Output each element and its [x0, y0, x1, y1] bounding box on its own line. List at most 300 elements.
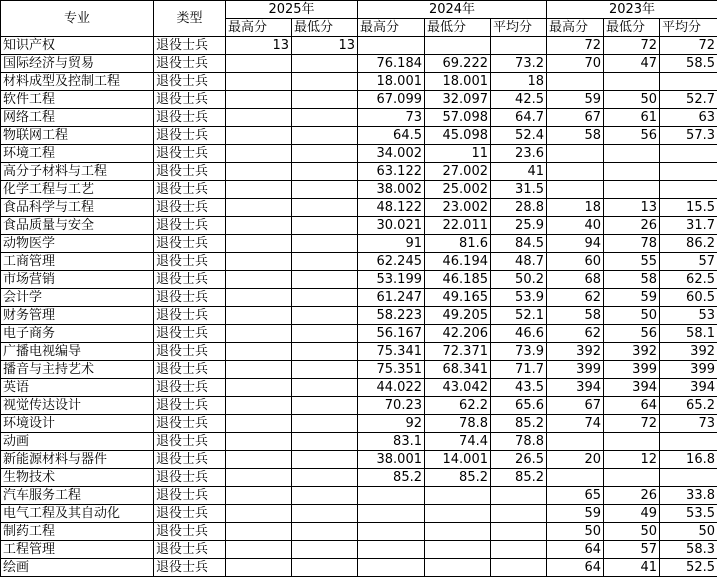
2023-max-cell: 20 [547, 451, 604, 469]
2024-min-cell: 46.194 [425, 253, 491, 271]
2023-avg-cell: 394 [660, 379, 717, 397]
2023-min-cell: 41 [604, 559, 660, 577]
2024-max-cell [358, 541, 425, 559]
2023-avg-cell: 16.8 [660, 451, 717, 469]
table-row [1, 379, 717, 397]
2024-min-cell: 43.042 [425, 379, 491, 397]
type-cell: 退役士兵 [154, 73, 226, 91]
table-row [1, 127, 717, 145]
type-cell: 退役士兵 [154, 541, 226, 559]
2024-max-cell [358, 559, 425, 577]
major-cell: 电子商务 [1, 325, 154, 343]
2024-min-cell: 32.097 [425, 91, 491, 109]
2025-min-cell [292, 163, 358, 181]
2024-min-cell: 23.002 [425, 199, 491, 217]
2024-max-cell: 83.1 [358, 433, 425, 451]
2025-max-cell [226, 289, 292, 307]
2025-max-cell [226, 163, 292, 181]
2023-max-cell: 62 [547, 325, 604, 343]
2025-min-cell [292, 469, 358, 487]
table-row [1, 361, 717, 379]
2023-max-cell: 74 [547, 415, 604, 433]
2025-min-cell [292, 397, 358, 415]
2025-max-cell [226, 181, 292, 199]
2024-avg-cell: 73.9 [491, 343, 547, 361]
2024-min-cell: 85.2 [425, 469, 491, 487]
2024-avg-cell: 84.5 [491, 235, 547, 253]
table-row [1, 235, 717, 253]
2025-min-cell [292, 415, 358, 433]
2023-max-cell: 59 [547, 91, 604, 109]
2023-min-cell: 392 [604, 343, 660, 361]
table-row [1, 145, 717, 163]
type-cell: 退役士兵 [154, 127, 226, 145]
2023-avg-cell: 33.8 [660, 487, 717, 505]
table-row [1, 415, 717, 433]
2023-avg-cell: 58.3 [660, 541, 717, 559]
2023-avg-cell: 73 [660, 415, 717, 433]
2025-min-cell [292, 433, 358, 451]
2024-min-cell: 25.002 [425, 181, 491, 199]
2024-max-cell [358, 523, 425, 541]
2024-avg-cell: 52.1 [491, 307, 547, 325]
2024-avg-cell: 23.6 [491, 145, 547, 163]
major-cell: 食品科学与工程 [1, 199, 154, 217]
type-cell: 退役士兵 [154, 145, 226, 163]
header-year-2025: 2025年 [226, 1, 358, 19]
2023-min-cell: 72 [604, 415, 660, 433]
2023-max-cell: 68 [547, 271, 604, 289]
2023-max-cell: 18 [547, 199, 604, 217]
table-row [1, 451, 717, 469]
2023-avg-cell: 58.1 [660, 325, 717, 343]
2025-min-cell [292, 559, 358, 577]
major-cell: 制药工程 [1, 523, 154, 541]
2024-avg-cell: 50.2 [491, 271, 547, 289]
2024-max-cell: 85.2 [358, 469, 425, 487]
2024-min-cell: 78.8 [425, 415, 491, 433]
2025-min-cell [292, 505, 358, 523]
2024-avg-cell: 85.2 [491, 415, 547, 433]
2023-min-cell: 59 [604, 289, 660, 307]
2025-max-cell [226, 343, 292, 361]
2024-min-cell: 49.165 [425, 289, 491, 307]
2025-max-cell [226, 397, 292, 415]
table-row [1, 55, 717, 73]
2023-min-cell [604, 73, 660, 91]
header-2024-min: 最低分 [425, 19, 491, 37]
2024-max-cell: 58.223 [358, 307, 425, 325]
2025-min-cell [292, 91, 358, 109]
table-row [1, 217, 717, 235]
table-row [1, 325, 717, 343]
type-cell: 退役士兵 [154, 325, 226, 343]
2025-min-cell [292, 523, 358, 541]
type-cell: 退役士兵 [154, 235, 226, 253]
major-cell: 视觉传达设计 [1, 397, 154, 415]
2024-min-cell [425, 559, 491, 577]
2024-max-cell: 53.199 [358, 271, 425, 289]
2023-min-cell: 47 [604, 55, 660, 73]
type-cell: 退役士兵 [154, 361, 226, 379]
2025-max-cell [226, 361, 292, 379]
2024-avg-cell [491, 37, 547, 55]
2024-max-cell: 61.247 [358, 289, 425, 307]
table-row [1, 37, 717, 55]
2023-min-cell [604, 469, 660, 487]
header-2024-avg: 平均分 [491, 19, 547, 37]
2024-min-cell [425, 37, 491, 55]
2024-avg-cell: 26.5 [491, 451, 547, 469]
major-cell: 食品质量与安全 [1, 217, 154, 235]
table-row [1, 289, 717, 307]
2024-avg-cell: 64.7 [491, 109, 547, 127]
2025-max-cell [226, 451, 292, 469]
2025-min-cell [292, 109, 358, 127]
2024-min-cell: 74.4 [425, 433, 491, 451]
2023-avg-cell: 50 [660, 523, 717, 541]
2023-max-cell: 64 [547, 559, 604, 577]
2023-avg-cell: 86.2 [660, 235, 717, 253]
2025-min-cell [292, 127, 358, 145]
2025-max-cell [226, 253, 292, 271]
2023-max-cell: 58 [547, 307, 604, 325]
2024-max-cell: 62.245 [358, 253, 425, 271]
major-cell: 电气工程及其自动化 [1, 505, 154, 523]
major-cell: 财务管理 [1, 307, 154, 325]
2024-max-cell: 38.001 [358, 451, 425, 469]
major-cell: 高分子材料与工程 [1, 163, 154, 181]
2025-min-cell [292, 487, 358, 505]
header-year-2024: 2024年 [358, 1, 547, 19]
2025-max-cell [226, 469, 292, 487]
2023-avg-cell: 58.5 [660, 55, 717, 73]
major-cell: 软件工程 [1, 91, 154, 109]
table-row [1, 199, 717, 217]
table-row [1, 91, 717, 109]
2024-min-cell: 45.098 [425, 127, 491, 145]
table-row [1, 559, 717, 577]
2024-avg-cell: 73.2 [491, 55, 547, 73]
2025-max-cell [226, 91, 292, 109]
2023-min-cell: 58 [604, 271, 660, 289]
2025-max-cell [226, 505, 292, 523]
type-cell: 退役士兵 [154, 559, 226, 577]
2024-max-cell: 44.022 [358, 379, 425, 397]
2024-min-cell: 18.001 [425, 73, 491, 91]
2024-avg-cell [491, 523, 547, 541]
2023-min-cell: 56 [604, 127, 660, 145]
2024-avg-cell: 52.4 [491, 127, 547, 145]
type-cell: 退役士兵 [154, 289, 226, 307]
2023-max-cell [547, 433, 604, 451]
table-row [1, 433, 717, 451]
2025-min-cell [292, 253, 358, 271]
table-row [1, 271, 717, 289]
2025-min-cell [292, 343, 358, 361]
table-row [1, 523, 717, 541]
header-2023-max: 最高分 [547, 19, 604, 37]
table-row [1, 343, 717, 361]
2024-avg-cell: 85.2 [491, 469, 547, 487]
header-2024-max: 最高分 [358, 19, 425, 37]
header-2025-min: 最低分 [292, 19, 358, 37]
2023-max-cell [547, 163, 604, 181]
2024-max-cell: 38.002 [358, 181, 425, 199]
2023-avg-cell: 57 [660, 253, 717, 271]
2023-min-cell: 26 [604, 217, 660, 235]
2023-min-cell: 50 [604, 91, 660, 109]
2025-max-cell [226, 127, 292, 145]
major-cell: 播音与主持艺术 [1, 361, 154, 379]
table-row [1, 181, 717, 199]
2024-max-cell: 67.099 [358, 91, 425, 109]
type-cell: 退役士兵 [154, 163, 226, 181]
2023-avg-cell [660, 145, 717, 163]
2024-max-cell: 18.001 [358, 73, 425, 91]
2023-min-cell: 61 [604, 109, 660, 127]
2023-avg-cell: 60.5 [660, 289, 717, 307]
header-year-2023: 2023年 [547, 1, 717, 19]
major-cell: 新能源材料与器件 [1, 451, 154, 469]
2025-max-cell [226, 523, 292, 541]
type-cell: 退役士兵 [154, 307, 226, 325]
2023-min-cell: 12 [604, 451, 660, 469]
major-cell: 动物医学 [1, 235, 154, 253]
2024-avg-cell: 42.5 [491, 91, 547, 109]
2023-avg-cell: 72 [660, 37, 717, 55]
2023-min-cell: 26 [604, 487, 660, 505]
2023-min-cell: 56 [604, 325, 660, 343]
type-cell: 退役士兵 [154, 505, 226, 523]
table-row [1, 307, 717, 325]
major-cell: 网络工程 [1, 109, 154, 127]
2024-min-cell: 49.205 [425, 307, 491, 325]
type-cell: 退役士兵 [154, 487, 226, 505]
2024-min-cell: 42.206 [425, 325, 491, 343]
2025-max-cell [226, 235, 292, 253]
table-row [1, 469, 717, 487]
2024-min-cell [425, 487, 491, 505]
2023-avg-cell: 399 [660, 361, 717, 379]
type-cell: 退役士兵 [154, 199, 226, 217]
major-cell: 市场营销 [1, 271, 154, 289]
major-cell: 汽车服务工程 [1, 487, 154, 505]
2023-avg-cell: 57.3 [660, 127, 717, 145]
table-row [1, 397, 717, 415]
2023-max-cell: 399 [547, 361, 604, 379]
2024-max-cell: 91 [358, 235, 425, 253]
2023-max-cell: 67 [547, 397, 604, 415]
2025-max-cell [226, 55, 292, 73]
2024-avg-cell: 28.8 [491, 199, 547, 217]
2025-min-cell [292, 55, 358, 73]
type-cell: 退役士兵 [154, 55, 226, 73]
2024-min-cell [425, 505, 491, 523]
2024-min-cell: 57.098 [425, 109, 491, 127]
2025-max-cell [226, 325, 292, 343]
header-2023-min: 最低分 [604, 19, 660, 37]
2023-min-cell: 50 [604, 523, 660, 541]
2023-avg-cell [660, 433, 717, 451]
2023-max-cell: 70 [547, 55, 604, 73]
2025-min-cell [292, 379, 358, 397]
2025-max-cell [226, 541, 292, 559]
major-cell: 英语 [1, 379, 154, 397]
2025-max-cell [226, 307, 292, 325]
2024-avg-cell: 71.7 [491, 361, 547, 379]
2023-max-cell: 65 [547, 487, 604, 505]
2023-max-cell [547, 145, 604, 163]
table-row [1, 253, 717, 271]
2024-avg-cell: 53.9 [491, 289, 547, 307]
2024-avg-cell [491, 505, 547, 523]
2024-max-cell: 73 [358, 109, 425, 127]
2023-avg-cell: 52.7 [660, 91, 717, 109]
2025-min-cell [292, 325, 358, 343]
2024-avg-cell [491, 559, 547, 577]
2023-avg-cell [660, 73, 717, 91]
2023-min-cell: 13 [604, 199, 660, 217]
2023-max-cell [547, 181, 604, 199]
2023-avg-cell [660, 469, 717, 487]
2023-min-cell [604, 433, 660, 451]
2024-max-cell: 63.122 [358, 163, 425, 181]
2024-max-cell: 76.184 [358, 55, 425, 73]
table-row [1, 541, 717, 559]
2025-min-cell [292, 181, 358, 199]
2023-max-cell: 60 [547, 253, 604, 271]
2025-max-cell [226, 433, 292, 451]
2025-min-cell [292, 217, 358, 235]
2023-avg-cell: 392 [660, 343, 717, 361]
2025-min-cell [292, 271, 358, 289]
2024-avg-cell: 78.8 [491, 433, 547, 451]
major-cell: 工程管理 [1, 541, 154, 559]
table-row [1, 163, 717, 181]
major-cell: 绘画 [1, 559, 154, 577]
2024-min-cell: 27.002 [425, 163, 491, 181]
type-cell: 退役士兵 [154, 217, 226, 235]
2025-min-cell: 13 [292, 37, 358, 55]
2023-max-cell: 62 [547, 289, 604, 307]
2023-min-cell [604, 181, 660, 199]
2024-avg-cell: 65.6 [491, 397, 547, 415]
2023-min-cell: 57 [604, 541, 660, 559]
2023-avg-cell [660, 181, 717, 199]
2025-max-cell [226, 217, 292, 235]
header-2023-avg: 平均分 [660, 19, 717, 37]
2023-max-cell: 394 [547, 379, 604, 397]
major-cell: 环境设计 [1, 415, 154, 433]
2024-max-cell: 48.122 [358, 199, 425, 217]
header-2025-max: 最高分 [226, 19, 292, 37]
type-cell: 退役士兵 [154, 415, 226, 433]
2024-avg-cell: 41 [491, 163, 547, 181]
2023-avg-cell: 52.5 [660, 559, 717, 577]
2024-max-cell: 75.351 [358, 361, 425, 379]
type-cell: 退役士兵 [154, 253, 226, 271]
major-cell: 知识产权 [1, 37, 154, 55]
2025-min-cell [292, 145, 358, 163]
2023-max-cell: 94 [547, 235, 604, 253]
2025-max-cell [226, 415, 292, 433]
2023-min-cell: 394 [604, 379, 660, 397]
2024-avg-cell: 43.5 [491, 379, 547, 397]
type-cell: 退役士兵 [154, 181, 226, 199]
2025-max-cell [226, 109, 292, 127]
2025-min-cell [292, 451, 358, 469]
2024-min-cell: 14.001 [425, 451, 491, 469]
major-cell: 国际经济与贸易 [1, 55, 154, 73]
2025-max-cell [226, 487, 292, 505]
2025-max-cell [226, 73, 292, 91]
2023-min-cell: 49 [604, 505, 660, 523]
2025-max-cell [226, 379, 292, 397]
2025-max-cell: 13 [226, 37, 292, 55]
major-cell: 工商管理 [1, 253, 154, 271]
2025-min-cell [292, 541, 358, 559]
2024-max-cell [358, 487, 425, 505]
2023-max-cell: 392 [547, 343, 604, 361]
2023-max-cell: 58 [547, 127, 604, 145]
2023-max-cell [547, 73, 604, 91]
table-row [1, 109, 717, 127]
2025-max-cell [226, 199, 292, 217]
type-cell: 退役士兵 [154, 451, 226, 469]
major-cell: 物联网工程 [1, 127, 154, 145]
2024-avg-cell: 48.7 [491, 253, 547, 271]
2025-min-cell [292, 307, 358, 325]
major-cell: 会计学 [1, 289, 154, 307]
2023-max-cell: 59 [547, 505, 604, 523]
type-cell: 退役士兵 [154, 271, 226, 289]
2023-min-cell: 64 [604, 397, 660, 415]
header-type: 类型 [154, 1, 226, 37]
2024-avg-cell: 18 [491, 73, 547, 91]
major-cell: 广播电视编导 [1, 343, 154, 361]
type-cell: 退役士兵 [154, 469, 226, 487]
2023-max-cell: 72 [547, 37, 604, 55]
header-major: 专业 [1, 1, 154, 37]
2023-avg-cell: 62.5 [660, 271, 717, 289]
2024-avg-cell: 31.5 [491, 181, 547, 199]
2024-avg-cell: 46.6 [491, 325, 547, 343]
header-row-years [1, 1, 717, 19]
2023-avg-cell: 53.5 [660, 505, 717, 523]
2025-max-cell [226, 559, 292, 577]
2023-max-cell: 50 [547, 523, 604, 541]
2024-min-cell: 69.222 [425, 55, 491, 73]
2024-avg-cell: 25.9 [491, 217, 547, 235]
2023-min-cell: 50 [604, 307, 660, 325]
2023-avg-cell: 53 [660, 307, 717, 325]
2024-min-cell: 62.2 [425, 397, 491, 415]
2023-max-cell: 67 [547, 109, 604, 127]
2025-min-cell [292, 235, 358, 253]
2024-min-cell: 81.6 [425, 235, 491, 253]
2025-min-cell [292, 289, 358, 307]
2023-avg-cell: 63 [660, 109, 717, 127]
2024-max-cell: 70.23 [358, 397, 425, 415]
2024-max-cell: 30.021 [358, 217, 425, 235]
2024-max-cell: 56.167 [358, 325, 425, 343]
2023-min-cell: 399 [604, 361, 660, 379]
2023-min-cell: 78 [604, 235, 660, 253]
2023-max-cell [547, 469, 604, 487]
major-cell: 化学工程与工艺 [1, 181, 154, 199]
2024-min-cell: 68.341 [425, 361, 491, 379]
